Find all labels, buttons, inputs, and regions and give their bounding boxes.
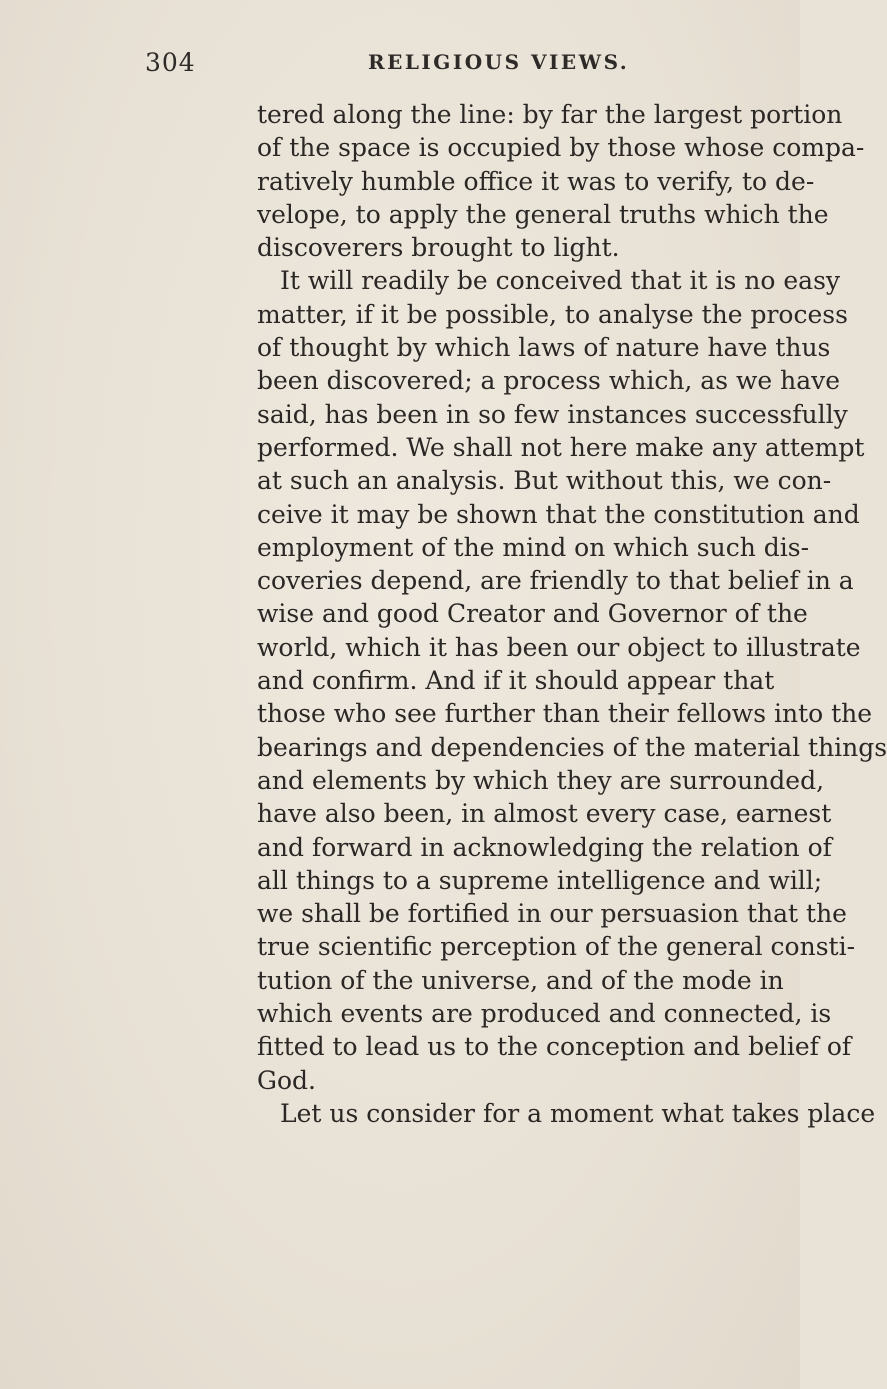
text-line: have also been, in almost every case, earnest: [257, 799, 832, 829]
text-line: and forward in acknowledging the relation of: [257, 832, 832, 862]
running-head: RELIGIOUS VIEWS.: [368, 50, 630, 74]
text-line: matter, if it be possible, to analyse the process: [257, 299, 848, 329]
text-line: coveries depend, are friendly to that belief in a: [257, 566, 854, 596]
paragraph-start-line: Let us consider for a moment what takes place: [280, 1098, 876, 1128]
text-line: ratively humble office it was to verify, to de-: [257, 166, 815, 196]
page-number: 304: [145, 48, 196, 77]
text-line: employment of the mind on which such dis-: [257, 532, 810, 562]
text-line: tered along the line: by far the largest portion: [257, 100, 843, 129]
text-line: which events are produced and connected, is: [257, 999, 832, 1029]
text-line: said, has been in so few instances successfully: [257, 399, 848, 429]
text-line: ceive it may be shown that the constitution and: [257, 499, 860, 529]
text-line: God.: [257, 1065, 316, 1095]
text-line: fitted to lead us to the conception and belief of: [257, 1032, 852, 1062]
text-line: of the space is occupied by those whose compa-: [257, 133, 865, 163]
text-line: velope, to apply the general truths which the: [257, 199, 829, 229]
page-header: [0, 48, 800, 88]
text-line: of thought by which laws of nature have thus: [257, 333, 831, 363]
text-line: wise and good Creator and Governor of the: [257, 599, 808, 629]
text-line: world, which it has been our object to illustrate: [257, 632, 861, 662]
text-line: we shall be fortified in our persuasion that the: [257, 899, 847, 929]
text-line: true scientific perception of the general consti-: [257, 932, 856, 962]
text-line: at such an analysis. But without this, we con-: [257, 466, 832, 496]
text-line: those who see further than their fellows into the: [257, 699, 873, 729]
text-line: discoverers brought to light.: [257, 233, 620, 263]
text-line: and elements by which they are surrounded,: [257, 765, 825, 795]
text-line: tution of the universe, and of the mode in: [257, 965, 784, 995]
text-line: bearings and dependencies of the material things: [257, 732, 887, 762]
text-line: performed. We shall not here make any attempt: [257, 432, 865, 462]
text-line: and confirm. And if it should appear that: [257, 666, 775, 696]
body-text: [257, 98, 887, 1130]
paragraph-start-line: It will readily be conceived that it is no easy: [280, 266, 841, 296]
text-line: been discovered; a process which, as we have: [257, 366, 841, 396]
text-line: all things to a supreme intelligence and will;: [257, 865, 823, 895]
